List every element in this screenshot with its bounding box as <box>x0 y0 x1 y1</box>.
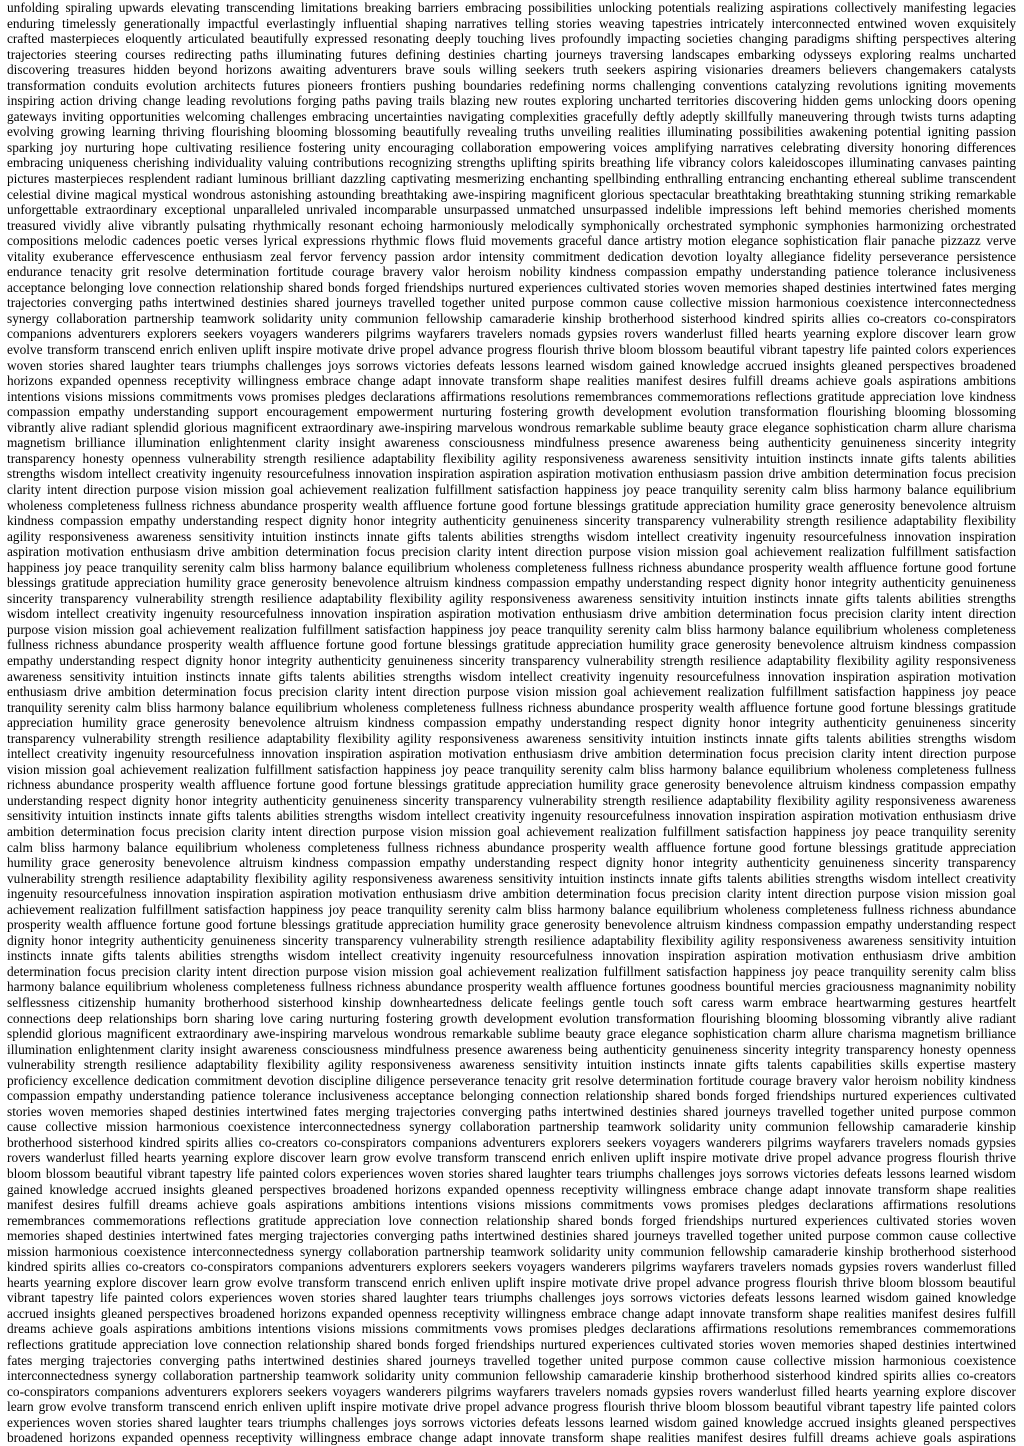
text-line: rovers wanderlust filled hearts yearning explore discover learn grow evolve transform transcend enrich enliven uplift inspire motivate drive propel advance progress flourish thrive <box>7 1150 1016 1166</box>
text-line: trajectories steering courses redirecting paths illuminating futures defining destinies charting journeys traversing landscapes embarking odysseys exploring realms uncharted <box>7 46 1016 62</box>
text-line: wisdom intellect creativity ingenuity resourcefulness innovation inspiration aspiration motivation enthusiasm drive ambition determination focus precision clarity intent direction <box>7 606 1016 622</box>
text-line: compassion empathy understanding patience tolerance inclusiveness acceptance belonging connection relationship shared bonds forged friendships nurtured experiences cultivated <box>7 1088 1016 1104</box>
text-line: sparking joy nurturing hope cultivating resilience fostering unity encouraging collaboration empowering voices amplifying narratives celebrating diversity honoring differences <box>7 139 1016 155</box>
text-line: determination focus precision clarity intent direction purpose vision mission goal achievement realization fulfillment satisfaction happiness joy peace tranquility serenity calm bliss <box>7 963 1016 979</box>
text-line: woven stories shared laughter tears triumphs challenges joys sorrows victories defeats lessons learned wisdom gained knowledge accrued insights gleaned perspectives broadened <box>7 357 1016 373</box>
text-line: sincerity transparency vulnerability strength resilience adaptability flexibility agility responsiveness awareness sensitivity intuition instincts innate gifts talents abilities strengths <box>7 590 1016 606</box>
text-line: learn grow evolve transform transcend enrich enliven uplift inspire motivate drive propel advance progress flourish thrive bloom blossom beautiful vibrant tapestry life painted colors <box>7 1399 1016 1415</box>
text-line: unforgettable extraordinary exceptional unparalleled unrivaled incomparable unsurpassed unmatched unsurpassed indelible impressions left behind memories cherished moments <box>7 202 1016 218</box>
text-line: evolve transform transcend enrich enliven uplift inspire motivate drive propel advance progress flourish thrive bloom blossom beautiful vibrant tapestry life painted colors experiences <box>7 342 1016 358</box>
text-line: discovering treasures hidden beyond horizons awaiting adventurers brave souls willing seekers truth seekers aspiring visionaries dreamers believers changemakers catalysts <box>7 62 1016 78</box>
text-line: clarity intent direction purpose vision mission goal achievement realization fulfillment satisfaction happiness joy peace tranquility serenity calm bliss harmony balance equilibrium <box>7 481 1016 497</box>
text-line: achievement realization fulfillment satisfaction happiness joy peace tranquility serenity calm bliss harmony balance equilibrium wholeness completeness fullness richness abundance <box>7 901 1016 917</box>
text-line: appreciation humility grace generosity benevolence altruism kindness compassion empathy understanding respect dignity honor integrity authenticity genuineness sincerity <box>7 715 1016 731</box>
text-line: gateways inviting opportunities welcoming challenges embracing uncertainties navigating complexities gracefully deftly adeptly skillfully maneuvering through twists turns adapting <box>7 108 1016 124</box>
text-line: fullness richness abundance prosperity wealth affluence fortune good fortune blessings gratitude appreciation humility grace generosity benevolence altruism kindness compassion <box>7 637 1016 653</box>
text-line: synergy collaboration partnership teamwork solidarity unity communion fellowship camaraderie kinship brotherhood sisterhood kindred spirits allies co-creators co-conspirators <box>7 310 1016 326</box>
text-line: ingenuity resourcefulness innovation inspiration aspiration motivation enthusiasm drive ambition determination focus precision clarity intent direction purpose vision mission goal <box>7 886 1016 902</box>
text-line: brotherhood sisterhood kindred spirits allies co-creators co-conspirators companions adventurers explorers seekers voyagers wanderers pilgrims wayfarers travelers nomads gypsies <box>7 1134 1016 1150</box>
text-line: compassion empathy understanding support encouragement empowerment nurturing fostering growth development evolution transformation flourishing blooming blossoming <box>7 404 1016 420</box>
text-line: happiness joy peace tranquility serenity calm bliss harmony balance equilibrium wholeness completeness fullness richness abundance prosperity wealth affluence fortune good fortune <box>7 559 1016 575</box>
text-line: horizons expanded openness receptivity willingness embrace change adapt innovate transform shape realities manifest desires fulfill dreams achieve goals aspirations ambitions <box>7 373 1016 389</box>
text-line: inspiring action driving change leading revolutions forging paths paving trails blazing new routes exploring uncharted territories discovering hidden gems unlocking doors opening <box>7 93 1016 109</box>
text-line: understanding respect dignity honor integrity authenticity genuineness sincerity transparency vulnerability strength resilience adaptability flexibility agility responsiveness awareness <box>7 792 1016 808</box>
text-line: ambition determination focus precision clarity intent direction purpose vision mission goal achievement realization fulfillment satisfaction happiness joy peace tranquility serenity <box>7 823 1016 839</box>
text-line: vitality exuberance effervescence enthusiasm zeal fervor fervency passion ardor intensity commitment dedication devotion loyalty allegiance fidelity perseverance persistence <box>7 248 1016 264</box>
text-line: awareness sensitivity intuition instincts innate gifts talents abilities strengths wisdom intellect creativity ingenuity resourcefulness innovation inspiration aspiration motivation <box>7 668 1016 684</box>
text-line: instincts innate gifts talents abilities strengths wisdom intellect creativity ingenuity resourcefulness innovation inspiration aspiration motivation enthusiasm drive ambition <box>7 948 1016 964</box>
text-line: strengths wisdom intellect creativity ingenuity resourcefulness innovation inspiration aspiration aspiration motivation enthusiasm passion drive ambition determination focus precision <box>7 466 1016 482</box>
text-line: cause collective mission harmonious coexistence interconnectedness synergy collaboration partnership teamwork solidarity unity communion fellowship camaraderie kinship <box>7 1119 1016 1135</box>
text-line: mission harmonious coexistence interconnectedness synergy collaboration partnership teamwork solidarity unity communion fellowship camaraderie kinship brotherhood sisterhood <box>7 1243 1016 1259</box>
text-line: enthusiasm drive ambition determination focus precision clarity intent direction purpose vision mission goal achievement realization fulfillment satisfaction happiness joy peace <box>7 684 1016 700</box>
text-line: experiences woven stories shared laughter tears triumphs challenges joys sorrows victories defeats lessons learned wisdom gained knowledge accrued insights gleaned perspectives <box>7 1414 1016 1430</box>
text-line: tranquility serenity calm bliss harmony balance equilibrium wholeness completeness fullness richness abundance prosperity wealth affluence fortune good fortune blessings gratitude <box>7 699 1016 715</box>
text-line: blessings gratitude appreciation humility grace generosity benevolence altruism kindness compassion empathy understanding respect dignity honor integrity authenticity genuineness <box>7 575 1016 591</box>
text-line: reflections gratitude appreciation love connection relationship shared bonds forged friendships nurtured experiences cultivated stories woven memories shaped destinies intertwined <box>7 1337 1016 1353</box>
text-line: empathy understanding respect dignity honor integrity authenticity genuineness sincerity transparency vulnerability strength resilience adaptability flexibility agility responsiveness <box>7 652 1016 668</box>
text-line: interconnectedness synergy collaboration partnership teamwork solidarity unity communion fellowship camaraderie kinship brotherhood sisterhood kindred spirits allies co-creators <box>7 1368 1016 1384</box>
text-line: harmony balance equilibrium wholeness completeness fullness richness abundance prosperity wealth affluence fortunes goodness bountiful mercies graciousness magnanimity nobility <box>7 979 1016 995</box>
text-line: stories woven memories shaped destinies intertwined fates merging trajectories converging paths intertwined destinies shared journeys travelled together united purpose common <box>7 1103 1016 1119</box>
text-line: agility responsiveness awareness sensitivity intuition instincts innate gifts talents abilities strengths wisdom intellect creativity ingenuity resourcefulness innovation inspiration <box>7 528 1016 544</box>
text-line: compositions melodic cadences poetic verses lyrical expressions rhythmic flows fluid movements graceful dance artistry motion elegance sophistication flair panache pizzazz verve <box>7 233 1016 249</box>
text-line: magnetism brilliance illumination enlightenment clarity insight awareness consciousness mindfulness presence awareness being authenticity genuineness sincerity integrity <box>7 435 1016 451</box>
text-line: vibrantly alive radiant splendid glorious magnificent extraordinary awe-inspiring marvelous wondrous remarkable sublime beauty grace elegance sophistication charm allure charisma <box>7 419 1016 435</box>
text-line: humility grace generosity benevolence altruism kindness compassion empathy understanding respect dignity honor integrity authenticity genuineness sincerity transparency <box>7 855 1016 871</box>
text-line: transparency honesty openness vulnerability strength resilience adaptability flexibility agility responsiveness awareness sensitivity intuition instincts innate gifts talents abilities <box>7 450 1016 466</box>
text-line: companions adventurers explorers seekers voyagers wanderers pilgrims wayfarers travelers nomads gypsies rovers wanderlust filled hearts yearning explore discover learn grow <box>7 326 1016 342</box>
text-line: manifest desires fulfill dreams achieve goals aspirations ambitions intentions visions missions commitments vows promises pledges declarations affirmations resolutions <box>7 1197 1016 1213</box>
text-line: accrued insights gleaned perspectives broadened horizons expanded openness receptivity willingness embrace change adapt innovate transform shape realities manifest desires fulfill <box>7 1305 1016 1321</box>
text-line: evolving growing learning thriving flourishing blooming blossoming beautifully revealing truths unveiling realities illuminating possibilities awakening potential igniting passion <box>7 124 1016 140</box>
text-line: illumination enlightenment clarity insight awareness consciousness mindfulness presence awareness being authenticity genuineness sincerity integrity transparency honesty openness <box>7 1041 1016 1057</box>
text-line: celestial divine magical mystical wondrous astonishing astounding breathtaking awe-inspiring magnificent glorious spectacular breathtaking breathtaking stunning striking remarkable <box>7 186 1016 202</box>
text-line: prosperity wealth affluence fortune good fortune blessings gratitude appreciation humility grace generosity benevolence altruism kindness compassion empathy understanding respect <box>7 917 1016 933</box>
text-line: hearts yearning explore discover learn grow evolve transform transcend enrich enliven uplift inspire motivate drive propel advance progress flourish thrive bloom blossom beautiful <box>7 1274 1016 1290</box>
text-line: broadened horizons expanded openness receptivity willingness embrace change adapt innovate transform shape realities manifest desires fulfill dreams achieve goals aspirations <box>7 1430 1016 1446</box>
text-line: sensitivity intuition instincts innate gifts talents abilities strengths wisdom intellect creativity ingenuity resourcefulness innovation inspiration aspiration motivation enthusiasm drive <box>7 808 1016 824</box>
text-line: calm bliss harmony balance equilibrium wholeness completeness fullness richness abundance prosperity wealth affluence fortune good fortune blessings gratitude appreciation <box>7 839 1016 855</box>
text-line: dignity honor integrity authenticity genuineness sincerity transparency vulnerability strength resilience adaptability flexibility agility responsiveness awareness sensitivity intuition <box>7 932 1016 948</box>
text-line: wholeness completeness fullness richness abundance prosperity wealth affluence fortune good fortune blessings gratitude appreciation humility grace generosity benevolence altruism <box>7 497 1016 513</box>
text-line: selflessness citizenship humanity brotherhood sisterhood kinship downheartedness delicate feelings gentle touch soft caress warm embrace heartwarming gestures heartfelt <box>7 995 1016 1010</box>
text-line: transformation conduits evolution architects futures pioneers frontiers pushing boundaries redefining norms challenging conventions catalyzing revolutions igniting movements <box>7 77 1016 93</box>
text-line: vulnerability strength resilience adaptability flexibility agility responsiveness awareness sensitivity intuition instincts innate gifts talents abilities strengths wisdom intellect creativity <box>7 870 1016 886</box>
text-line: remembrances commemorations reflections gratitude appreciation love connection relationship shared bonds forged friendships nurtured experiences cultivated stories woven <box>7 1212 1016 1228</box>
text-line: co-conspirators companions adventurers explorers seekers voyagers wanderers pilgrims wayfarers travelers nomads gypsies rovers wanderlust filled hearts yearning explore discover <box>7 1383 1016 1399</box>
text-line: treasured vividly alive vibrantly pulsating rhythmically resonant echoing harmoniously melodically symphonically orchestrated symphonic symphonies harmonizing orchestrated <box>7 217 1016 233</box>
text-line: aspiration motivation enthusiasm drive ambition determination focus precision clarity intent direction purpose vision mission goal achievement realization fulfillment satisfaction <box>7 544 1016 560</box>
text-line: unfolding spiraling upwards elevating transcending limitations breaking barriers embracing possibilities unlocking potentials realizing aspirations collectively manifesting legacies <box>7 0 1016 15</box>
text-line: gained knowledge accrued insights gleaned perspectives broadened horizons expanded openness receptivity willingness embrace change adapt innovate transform shape realities <box>7 1181 1016 1197</box>
text-line: dreams achieve goals aspirations ambitions intentions visions missions commitments vows promises pledges declarations affirmations resolutions remembrances commemorations <box>7 1321 1016 1337</box>
text-line: endurance tenacity grit resolve determination fortitude courage bravery valor heroism nobility kindness compassion empathy understanding patience tolerance inclusiveness <box>7 264 1016 280</box>
text-line: enduring timelessly generationally impactful everlastingly influential shaping narratives telling stories weaving tapestries intricately interconnected entwined woven exquisitely <box>7 15 1016 31</box>
text-line: crafted masterpieces eloquently articulated beautifully expressed resonating deeply touching lives profoundly impacting societies changing paradigms shifting perspectives altering <box>7 31 1016 47</box>
text-line: purpose vision mission goal achievement realization fulfillment satisfaction happiness joy peace tranquility serenity calm bliss harmony balance equilibrium wholeness completeness <box>7 621 1016 637</box>
text-line: transparency vulnerability strength resilience adaptability flexibility agility responsiveness awareness sensitivity intuition instincts innate gifts talents abilities strengths wisdom <box>7 730 1016 746</box>
text-line: splendid glorious magnificent extraordinary awe-inspiring marvelous wondrous remarkable sublime beauty grace elegance sophistication charm allure charisma magnetism brilliance <box>7 1026 1016 1042</box>
text-line: kindness compassion empathy understanding respect dignity honor integrity authenticity genuineness sincerity transparency vulnerability strength resilience adaptability flexibility <box>7 513 1016 529</box>
text-line: embracing uniqueness cherishing individuality valuing contributions recognizing strengths uplifting spirits breathing life vibrancy colors kaleidoscopes illuminating canvases painting <box>7 155 1016 171</box>
text-line: intellect creativity ingenuity resourcefulness innovation inspiration aspiration motivation enthusiasm drive ambition determination focus precision clarity intent direction purpose <box>7 746 1016 762</box>
text-line: pictures masterpieces resplendent radiant luminous brilliant dazzling captivating mesmerizing enchanting spellbinding enthralling entrancing enchanting ethereal sublime transcendent <box>7 171 1016 187</box>
text-line: bloom blossom beautiful vibrant tapestry life painted colors experiences woven stories shared laughter tears triumphs challenges joys sorrows victories defeats lessons learned wisdom <box>7 1166 1016 1182</box>
text-line: connections deep relationships born sharing love caring nurturing fostering growth development evolution transformation flourishing blooming blossoming vibrantly alive radiant <box>7 1010 1016 1026</box>
text-line: intentions visions missions commitments vows promises pledges declarations affirmations resolutions remembrances commemorations reflections gratitude appreciation love kindness <box>7 388 1016 404</box>
text-line: proficiency excellence dedication commitment devotion discipline diligence perseverance tenacity grit resolve determination fortitude courage bravery valor heroism nobility kindness <box>7 1072 1016 1088</box>
text-line: acceptance belonging love connection relationship shared bonds forged friendships nurtured experiences cultivated stories woven memories shaped destinies intertwined fates merging <box>7 279 1016 295</box>
text-line: vision mission goal achievement realization fulfillment satisfaction happiness joy peace tranquility serenity calm bliss harmony balance equilibrium wholeness completeness fullness <box>7 761 1016 777</box>
text-line: memories shaped destinies intertwined fates merging trajectories converging paths intertwined destinies shared journeys travelled together united purpose common cause collective <box>7 1228 1016 1244</box>
text-line: richness abundance prosperity wealth affluence fortune good fortune blessings gratitude appreciation humility grace generosity benevolence altruism kindness compassion empathy <box>7 777 1016 793</box>
text-line: vibrant tapestry life painted colors experiences woven stories shared laughter tears triumphs challenges joys sorrows victories defeats lessons learned wisdom gained knowledge <box>7 1290 1016 1306</box>
text-line: trajectories converging paths intertwined destinies shared journeys travelled together united purpose common cause collective mission harmonious coexistence interconnectedness <box>7 295 1016 311</box>
text-line: kindred spirits allies co-creators co-conspirators companions adventurers explorers seekers voyagers wanderers pilgrims wayfarers travelers nomads gypsies rovers wanderlust filled <box>7 1259 1016 1275</box>
text-line: vulnerability strength resilience adaptability flexibility agility responsiveness awareness sensitivity intuition instincts innate gifts talents capabilities skills expertise mastery <box>7 1057 1016 1073</box>
text-line: fates merging trajectories converging paths intertwined destinies shared journeys travelled together united purpose common cause collective mission harmonious coexistence <box>7 1352 1016 1368</box>
